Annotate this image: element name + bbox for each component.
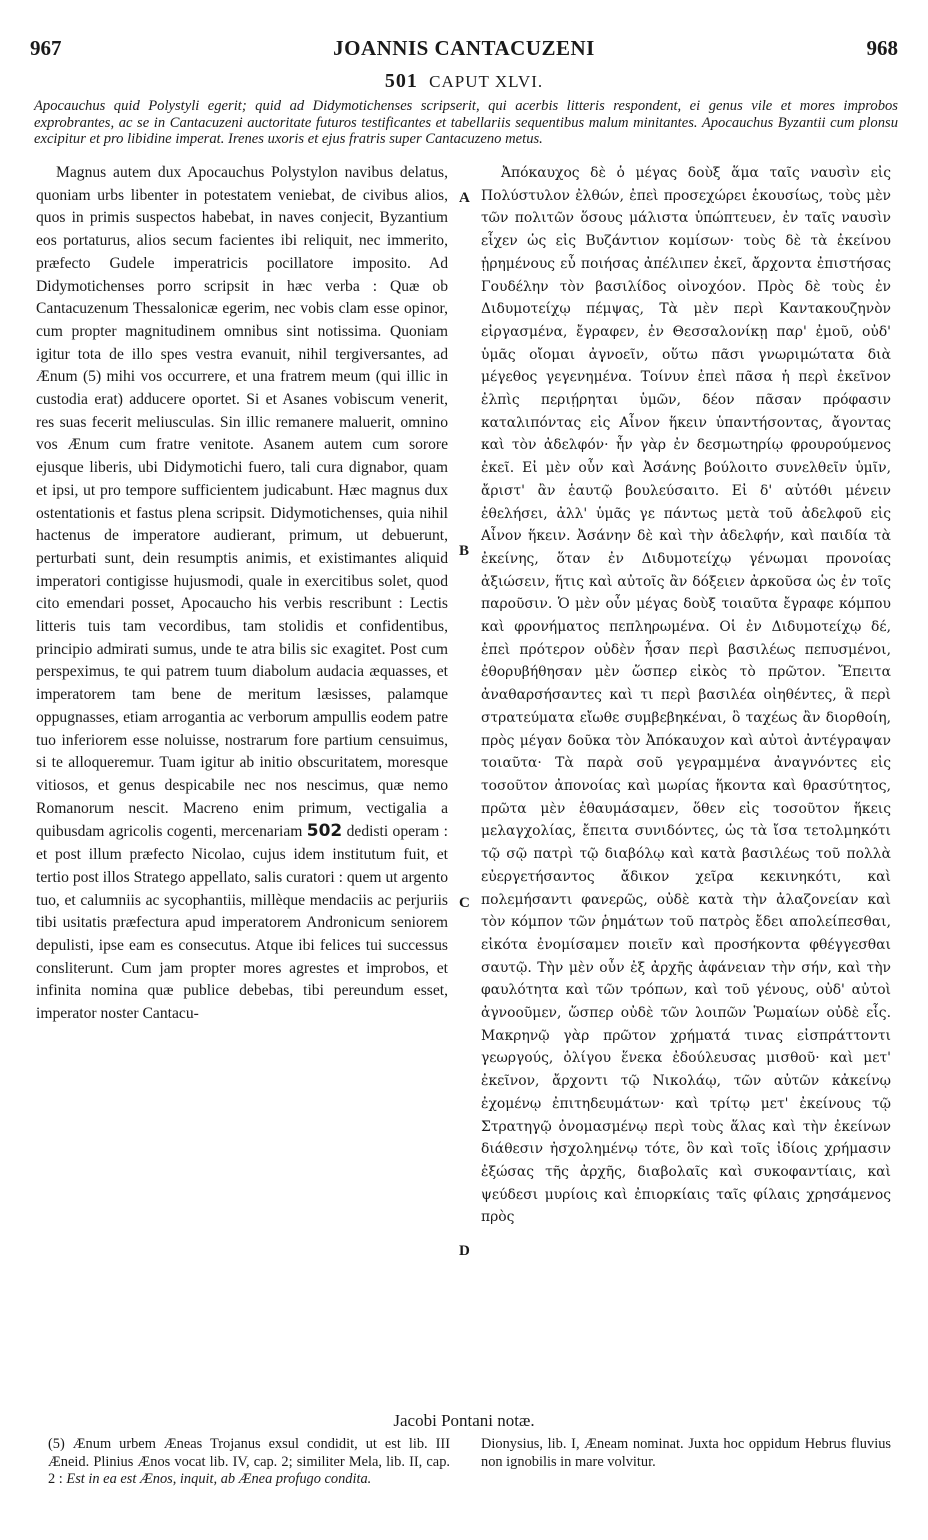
latin-text [36, 162, 448, 1026]
notes-heading: Jacobi Pontani notæ. [393, 1411, 535, 1430]
notes-right-column [481, 1436, 891, 1471]
column-marker-b: B [459, 543, 470, 559]
chapter-summary: Apocauchus quid Polystyli egerit; quid ad Didymotichenses scripserit, qui acerbis litteris respondent, ei genus vile et mores improbos exprobrantes, ac se in Cantacuzeni auctoritate futuros testificantes et tabellariis sequentibus malum minitantes. Apocauchus Byzantii cum plonsu excipitur et pro libidine imperat. Irenes uxoris et ejus fratris super Cantacuzeno metus. [34, 98, 898, 148]
section-number-inline: 502 [306, 821, 343, 842]
running-title: JOANNIS CANTACUZENI [333, 36, 595, 60]
note-5-text: (5) Ænum urbem Æneas Trojanus exsul condidit, ut est lib. III Æneid. Plinius Ænos vocat lib. IV, cap. 2; similiter Mela, lib. II, cap. 2 : [48, 1436, 450, 1488]
greek-text: Ἀπόκαυχος δὲ ὁ μέγας δοὺξ ἅμα ταῖς ναυσὶν εἰς Πολύστυλον ἐλθών, ἐπεὶ προσεχώρει ἑκουσίως, τοὺς μὲν τῶν πολιτῶν ὅσους μάλιστα ὑπώπτευεν, ἐν ταῖς ναυσὶν εἶχεν ὡς εἰς Βυζάντιον κομίσων· τοὺς δὲ τὰ ἐκείνου ᾑρημένους εὖ ποιήσας ἀπέλιπεν ἐκεῖ, ἄρχοντα ἐπιστήσας Γουδέλην τὸν βασιλίδος οἰνοχόον. Πρὸς δὲ τοὺς ἐν Διδυμοτείχῳ πέμψας, Τὰ μὲν περὶ Καντακουζηνὸν εἰργασμένα, ἔγραφεν, ἐν Θεσσαλονίκῃ παρ' ἐμοῦ, οὐδ' ὑμᾶς οἴομαι ἀγνοεῖν, οὕτω πᾶσι γνωριμώτατα διὰ μέγεθος γεγενημένα. Τοίνυν ἐπεὶ πᾶσα ἡ περὶ ἐκεῖνον ἐλπὶς περιῄρηται ὑμῶν, δέον πᾶσαν πρόφασιν καταλιπόντας εἰς Αἶνον ἥκειν ὑπαντήσοντας, ἄγοντας καὶ τὸν ἀδελφόν· ἦν γὰρ ἐν δεσμωτηρίῳ φρουρούμενος ἐκεῖ. Εἰ μὲν οὖν καὶ Ἀσάνης βούλοιτο συνελθεῖν ὑμῖν, ἄριστ' ἂν ἑαυτῷ βουλεύσαιτο. Εἰ δ' αὐτόθι μένειν ἐθελήσει, ἀλλ' ὑμᾶς γε πάντως μετὰ τοῦ ἀδελφοῦ εἰς Αἶνον ἥκειν. Ἀσάνην δὲ καὶ τὴν ἀδελφήν, καὶ παιδία τὰ ἐκείνης, ὅταν ἐν Διδυμοτείχῳ γένωμαι προνοίας ἀξιώσειν, ἥτις καὶ αὐτοῖς ἂν δόξειεν ἀρκοῦσα ὡς ἐν τοῖς παροῦσιν. Ὁ μὲν οὖν μέγας δοὺξ τοιαῦτα ἔγραφε κόμπου καὶ φρονήματος πεπληρωμένα. Οἱ ἐν Διδυμοτείχῳ δέ, ἐπεὶ πρότερον οὐδὲν ἦσαν περὶ βασιλέως πεπυσμένοι, ἐθορυβήθησαν μὲν ὥσπερ εἰκὸς τὸ πρῶτον. Ἔπειτα ἀναθαρσήσαντες καὶ τι περὶ βασιλέα οἰηθέντες, ἃ περὶ στρατεύματα εἴωθε συμβεβηκέναι, ὃ ταχέως ἂν διορθοίη, πρὸς μέγαν δοῦκα τὸν Ἀπόκαυχον καὶ αὐτοὶ ἀντέγραψαν τοιαῦτα· Τὰ παρὰ σοῦ γεγραμμένα ἀναγνόντες εἰς τοσοῦτον ἀπονοίας καὶ μωρίας ἥκοντα καὶ θρασύτητος, πρῶτα μὲν ἐθαυμάσαμεν, ὅθεν εἰς τοσοῦτον ἥκεις μελαγχολίας, ἔπειτα συνιδόντες, ὡς τὰ ἴσα τετολμηκότι τῷ σῷ πατρὶ τῷ διαβόλῳ καὶ κατὰ βασιλέως τοῦ πολλὰ εὐεργετήσαντος ἄδικον χεῖρα κεκινηκότι, καὶ πολεμήσαντι φανερῶς, οὐδὲ κατὰ τὴν ἀλαζονείαν καὶ τὸν κόμπον τῶν ῥημάτων τοῦ πατρὸς ἔδει απολείπεσθαι, εἰκότα ἐνομίσαμεν ποιεῖν καὶ προσήκοντα φθέγγεσθαι σαυτῷ. Τὴν μὲν οὖν ἐξ ἀρχῆς ἀφάνειαν τὴν σήν, καὶ τὴν φαυλότητα καὶ τῶν τρόπων, καὶ τοῦ γένους, οὐδ' αὐτοὶ ἀγνοοῦμεν, ὥσπερ οὐδὲ τῶν λοιπῶν Ῥωμαίων οὐδὲ εἷς. Μακρηνῷ γὰρ πρῶτον χρήματά τινας εἰσπράττοντι γεωργούς, ὀλίγου ἕνεκα ἐδούλευσας μισθοῦ· καὶ μετ' ἐκεῖνον, ἄρχοντι τῷ Νικολάῳ, τῶν αὐτῶν κἀκείνῳ ἐχομένῳ ἐπιτηδευμάτων· καὶ τρίτῳ μετ' ἐκείνους τῷ Στρατηγῷ ὀνομασμένῳ περὶ τοὺς ἅλας καὶ τὴν ἐκείνων διάθεσιν ἠσχολημένῳ τότε, ὃν καὶ τοῖς ἰδίοις χρήμασιν ἐξώσας τῆς ἀρχῆς, διαβολαῖς καὶ συκοφαντίαις, καὶ ψεύδεσι μυρίοις καὶ ἐπιορκίαις ταῖς φίλαις χρησάμενος πρὸς [481, 165, 891, 1226]
section-number: 501 [384, 70, 418, 92]
latin-column [36, 162, 448, 1026]
note-5 [48, 1436, 450, 1489]
greek-column [481, 162, 891, 1229]
page-number-right: 968 [866, 36, 898, 60]
column-marker-c: C [459, 895, 470, 911]
chapter-title: CAPUT XLVI. [429, 72, 544, 91]
column-marker-d: D [459, 1243, 470, 1259]
page-number-left: 967 [30, 36, 62, 60]
note-5-continued: Dionysius, lib. I, Æneam nominat. Juxta hoc oppidum Hebrus fluvius non ignobilis in mare volvitur. [481, 1436, 891, 1470]
latin-text-part2: dedisti operam : et post illum præfecto Nicolao, cujus idem institutum fuit, et tertio post illos Stratego appellato, salis curatori : quem ut argento tuo, et calumniis ac sycophantiis, millèque mendaciis ac perjuriis tibi usitatis præfectura apud imperatorem Andronicum seniorem depulisti, ipse eam es consecutus. Atque ibi felices tui successus consliterunt. Cum jam propter mores agrestes et improbos, et infinita nomina quæ publice debebas, tibi pereundum esset, imperator noster Cantacu- [36, 823, 448, 1023]
column-marker-a: A [459, 190, 470, 206]
running-header [30, 36, 898, 64]
note-5-quote: Est in ea est Ænos, inquit, ab Ænea profugo condita. [66, 1471, 372, 1488]
latin-text-part1: Magnus autem dux Apocauchus Polystylon navibus delatus, quoniam urbs libenter in potestatem veniebat, de civibus alios, quos in primis suspectos habebat, in naves conjecit, Byzantium eos portaturus, alios secum facientes ibi reliquit, nec immerito, præfecto Gudele imperatricis pocillatore imposito. Ad Didymotichenses porro scripsit in hæc verba : Quæ ob Cantacuzenum Thessalonicæ egerim, nec vobis clam esse opinor, cum propter magnitudinem omnibus sint notissima. Quoniam igitur tota de illo spes vestra evanuit, nihil tergiversantes, ad Ænum (5) mihi vos occurrere, et una fratrem meum (qui illic in custodia erat) adducere oportet. Si et Asanes vobiscum venerit, res suas fecerit meliusculas. Sin illic remanere maluerit, omnino vos Ænum cum fratre venitote. Asanem autem cum sorore ejusque liberis, ubi Didymotichi fuero, tali cura dignabor, quam et ipsi, ut pro tempore sufficientem judicabunt. Hæc magnus dux ostentationis et fastus plena scripsit. Didymotichenses, quia nihil hactenus de imperatore audierant, primum, ut debuerunt, perturbati sunt, dein resumptis animis, et existimantes aliquid imperatori contigisse hujusmodi, quale in exercitibus solet, quod cito emendari posset, Apocaucho his verbis rescribunt : Lectis litteris tuis tam vecordibus, tam stolidis et confidentibus, principio admirati sumus, unde te atra bilis sic exagitet. Post cum perspeximus, te qui patrem tuum diabolum audacia æquasses, et imperatorem tam bene de meritum læsisses, palamque oppugnasses, etiam arrogantia ac verborum ampullis eodem patre tuo inferiorem esse noluisse, nostrarum fore partium censuimus, si te alloqueremur. Tuam igitur ab initio obscuritatem, moresque vitiosos, et genus despicabile nec nos nescimus, quæ nemo Romanorum nescit. Macreno enim primum, vectigalia a quibusdam agricolis cogenti, mercenariam [36, 164, 448, 841]
notes-left-column [48, 1436, 450, 1489]
chapter-heading [0, 70, 928, 93]
